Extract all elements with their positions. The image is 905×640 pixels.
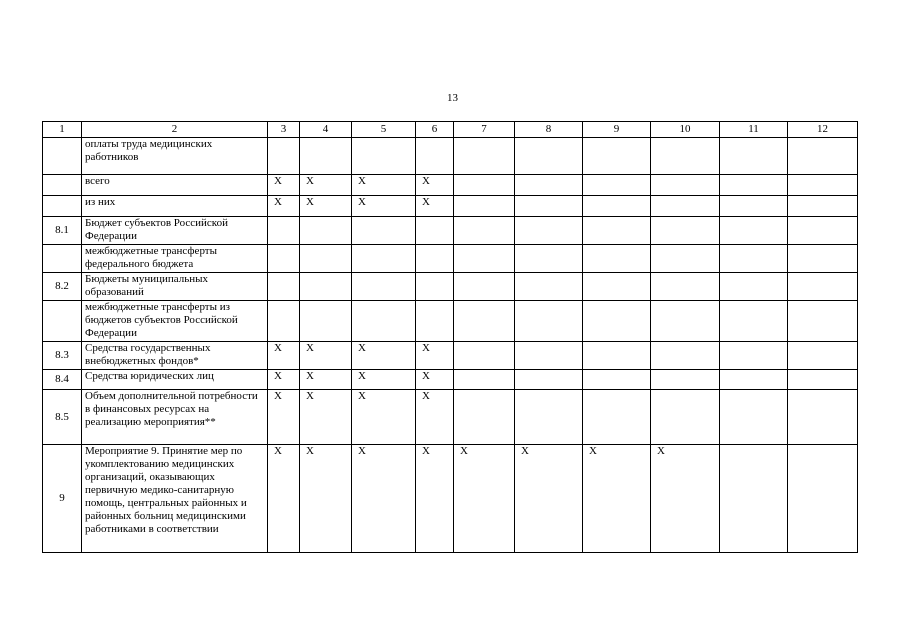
table-cell [268, 138, 300, 175]
table-cell [300, 138, 352, 175]
table-row [43, 138, 858, 175]
table-cell [515, 196, 583, 217]
table-cell [515, 138, 583, 175]
row-description: Объем дополнительной потребности в финансовых ресурсах на реализацию мероприятия** [82, 390, 268, 445]
table-cell [583, 301, 651, 342]
table-cell [788, 301, 858, 342]
column-header: 3 [268, 122, 300, 138]
table-cell [454, 196, 515, 217]
page-number: 13 [447, 92, 458, 104]
table-cell [788, 138, 858, 175]
table-cell: X [268, 196, 300, 217]
table-cell [352, 273, 416, 301]
table-cell [788, 342, 858, 370]
table-cell: X [352, 445, 416, 553]
table-cell [651, 196, 720, 217]
table-cell: X [352, 390, 416, 445]
row-number [43, 175, 82, 196]
table-cell [416, 245, 454, 273]
column-header: 11 [720, 122, 788, 138]
column-header: 4 [300, 122, 352, 138]
table-cell [720, 390, 788, 445]
row-description: межбюджетные трансферты федерального бюджета [82, 245, 268, 273]
table-cell: X [416, 370, 454, 390]
table-cell: X [583, 445, 651, 553]
table-cell [352, 245, 416, 273]
table-row [43, 370, 858, 390]
row-description: из них [82, 196, 268, 217]
table-row [43, 196, 858, 217]
row-description: Бюджеты муниципальных образований [82, 273, 268, 301]
table-cell [300, 273, 352, 301]
table-cell [583, 245, 651, 273]
table-cell [788, 370, 858, 390]
table-cell: X [416, 445, 454, 553]
column-header: 12 [788, 122, 858, 138]
table-cell: X [300, 370, 352, 390]
table-cell: X [268, 342, 300, 370]
table-cell [651, 370, 720, 390]
column-header: 10 [651, 122, 720, 138]
row-number [43, 138, 82, 175]
table-cell [583, 196, 651, 217]
table-cell [720, 138, 788, 175]
table-cell [454, 370, 515, 390]
table-cell [515, 217, 583, 245]
table-cell [300, 217, 352, 245]
table-row [43, 245, 858, 273]
table-cell [454, 342, 515, 370]
table-cell [515, 301, 583, 342]
table-cell [788, 175, 858, 196]
table-cell [651, 390, 720, 445]
table-cell [268, 217, 300, 245]
table-cell [454, 390, 515, 445]
table-cell: X [416, 175, 454, 196]
table-cell: X [352, 370, 416, 390]
table-cell: X [416, 390, 454, 445]
row-description: всего [82, 175, 268, 196]
table-cell: X [352, 175, 416, 196]
table-cell [788, 196, 858, 217]
table-row [43, 273, 858, 301]
table-cell [416, 138, 454, 175]
table-cell [268, 301, 300, 342]
table-cell [515, 273, 583, 301]
table-cell: X [352, 196, 416, 217]
table-cell [454, 245, 515, 273]
table-cell [352, 301, 416, 342]
table-cell [788, 245, 858, 273]
table-row [43, 217, 858, 245]
table-cell: X [300, 445, 352, 553]
table-cell: X [416, 342, 454, 370]
table-row [43, 342, 858, 370]
table-cell: X [300, 175, 352, 196]
table-cell [300, 245, 352, 273]
row-number: 8.1 [43, 217, 82, 245]
table-cell: X [416, 196, 454, 217]
table-cell [720, 273, 788, 301]
table-cell [515, 342, 583, 370]
table-cell: X [515, 445, 583, 553]
table-row [43, 390, 858, 445]
table-cell [583, 273, 651, 301]
column-header: 7 [454, 122, 515, 138]
table-cell [268, 245, 300, 273]
row-number: 8.4 [43, 370, 82, 390]
table-cell [788, 273, 858, 301]
table-cell: X [651, 445, 720, 553]
table-row [43, 445, 858, 553]
table-cell [583, 342, 651, 370]
table-cell [651, 175, 720, 196]
table-cell [583, 217, 651, 245]
table-cell [416, 301, 454, 342]
table-cell [300, 301, 352, 342]
table-cell [720, 342, 788, 370]
row-number [43, 196, 82, 217]
table-cell: X [268, 390, 300, 445]
table-cell [583, 138, 651, 175]
table-cell [720, 445, 788, 553]
column-header: 1 [43, 122, 82, 138]
table-cell [720, 245, 788, 273]
column-header: 9 [583, 122, 651, 138]
table-cell [454, 175, 515, 196]
table-cell [788, 390, 858, 445]
table-cell [720, 217, 788, 245]
table-cell [583, 370, 651, 390]
table-cell [788, 217, 858, 245]
table-cell [416, 273, 454, 301]
table-cell [651, 245, 720, 273]
row-number: 9 [43, 445, 82, 553]
table-cell [454, 301, 515, 342]
table-cell [352, 217, 416, 245]
row-number [43, 245, 82, 273]
table-cell [651, 342, 720, 370]
table-cell: X [300, 342, 352, 370]
table-cell [583, 390, 651, 445]
table-cell [651, 138, 720, 175]
table-cell [788, 445, 858, 553]
column-header: 6 [416, 122, 454, 138]
table-cell [720, 175, 788, 196]
row-description: Бюджет субъектов Российской Федерации [82, 217, 268, 245]
row-number: 8.3 [43, 342, 82, 370]
budget-table [42, 121, 858, 553]
table-row [43, 175, 858, 196]
column-header: 5 [352, 122, 416, 138]
table-cell [515, 245, 583, 273]
row-description: межбюджетные трансферты из бюджетов субъектов Российской Федерации [82, 301, 268, 342]
table-cell [352, 138, 416, 175]
row-description: Мероприятие 9. Принятие мер по укомплектованию медицинских организаций, оказывающих первичную медико-санитарную помощь, центральных районных и районных больниц медицинскими работниками в соответствии [82, 445, 268, 553]
table-row [43, 301, 858, 342]
table-cell [583, 175, 651, 196]
table-cell [651, 217, 720, 245]
header-row [43, 122, 858, 138]
table-cell [416, 217, 454, 245]
table-cell [454, 217, 515, 245]
table-cell [454, 138, 515, 175]
row-number: 8.5 [43, 390, 82, 445]
table-cell: X [268, 370, 300, 390]
column-header: 2 [82, 122, 268, 138]
row-description: Средства юридических лиц [82, 370, 268, 390]
table-cell [454, 273, 515, 301]
table-cell [651, 301, 720, 342]
table-cell [268, 273, 300, 301]
table-cell [720, 196, 788, 217]
row-number: 8.2 [43, 273, 82, 301]
table-cell [651, 273, 720, 301]
table-cell: X [454, 445, 515, 553]
table-cell: X [300, 196, 352, 217]
table-cell: X [268, 175, 300, 196]
table-cell: X [268, 445, 300, 553]
table-cell [515, 390, 583, 445]
row-description: Средства государственных внебюджетных фондов* [82, 342, 268, 370]
table-cell [720, 370, 788, 390]
column-header: 8 [515, 122, 583, 138]
table-cell [515, 370, 583, 390]
table-cell [720, 301, 788, 342]
table-cell: X [352, 342, 416, 370]
row-description: оплаты труда медицинских работников [82, 138, 268, 175]
row-number [43, 301, 82, 342]
table-cell: X [300, 390, 352, 445]
table-cell [515, 175, 583, 196]
